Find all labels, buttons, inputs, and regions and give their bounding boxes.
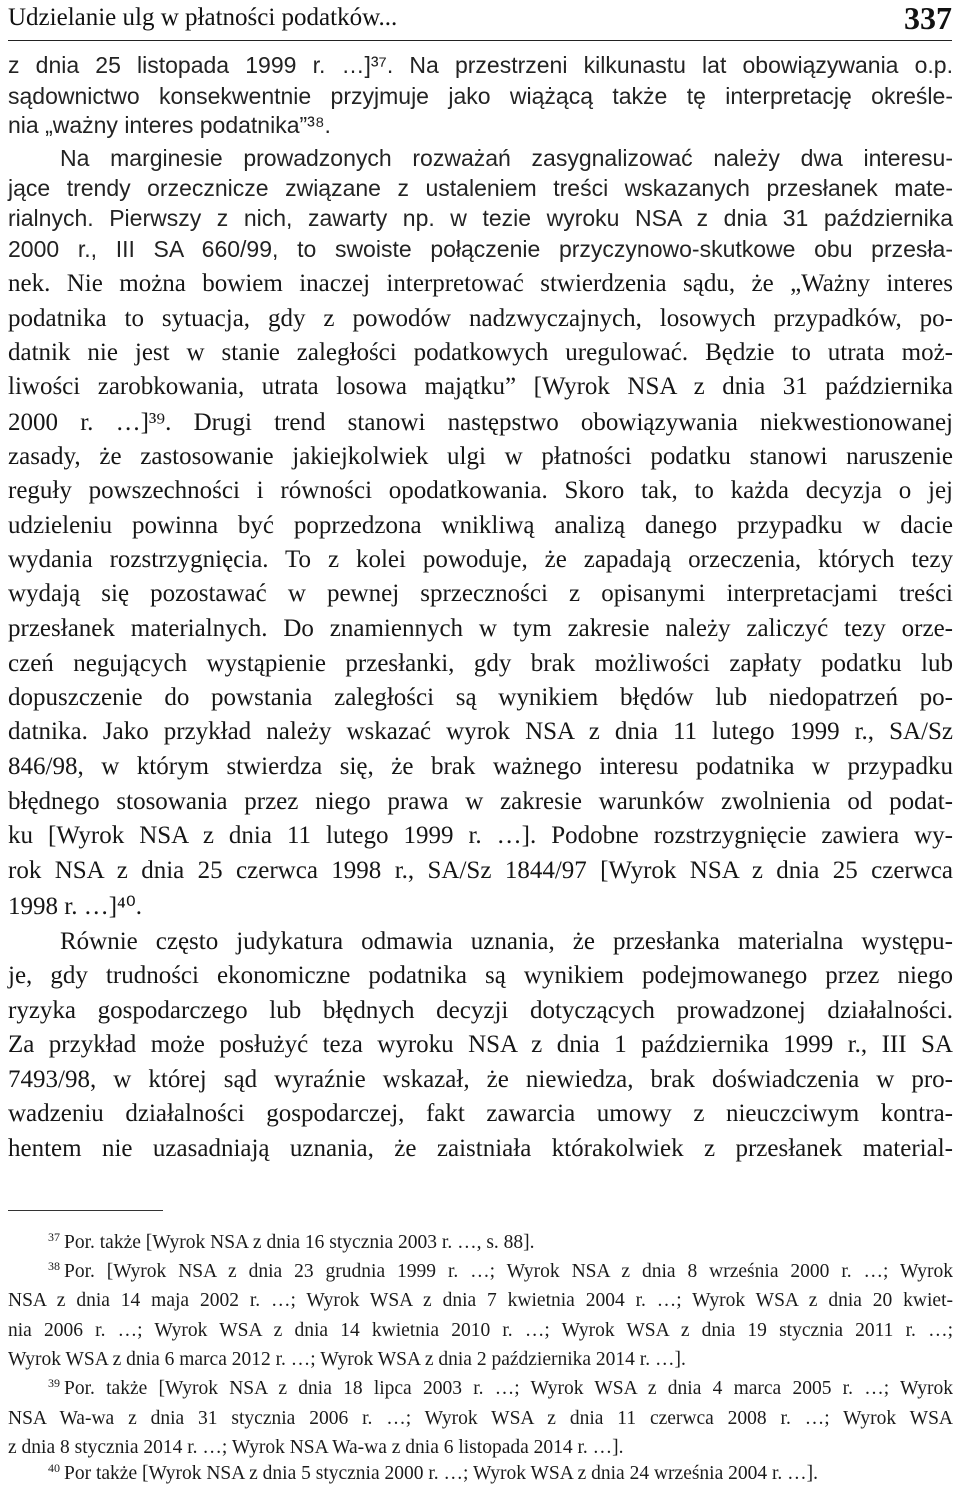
text-line: czeń negujących wystąpienie przesłanki, gdy brak możliwości zapłaty podatku lub xyxy=(8,650,953,677)
footnote-line xyxy=(8,1349,953,1371)
text-line: dopuszczenie do powstania zaległości są wynikiem błędów lub niedopatrzeń po- xyxy=(8,684,953,711)
footnote-line xyxy=(8,1437,953,1459)
footnote-number: 38 xyxy=(48,1258,60,1273)
text-line: nia „ważny interes podatnika”³⁸. xyxy=(8,112,331,138)
text-line: sądownictwo konsekwentnie przyjmuje jako wiążącą także tę interpretację określe- xyxy=(8,83,953,109)
text-line: Równie często judykatura odmawia uznania, że przesłanka materialna występu- xyxy=(60,928,953,955)
footnote-line xyxy=(8,1290,953,1312)
footnote-text: z dnia 8 stycznia 2014 r. …; Wyrok NSA Wa-wa z dnia 6 listopada 2014 r. …]. xyxy=(8,1437,624,1458)
footnote-text: Wyrok WSA z dnia 6 marca 2012 r. …; Wyrok WSA z dnia 2 października 2014 r. …]. xyxy=(8,1349,686,1370)
footnote-separator xyxy=(8,1210,163,1211)
text-line: jące trendy orzecznicze związane z ustaleniem treści wskazanych przesłanek mate- xyxy=(8,175,953,201)
text-line: z dnia 25 listopada 1999 r. …]³⁷. Na przestrzeni kilkunastu lat obowiązywania o.p. xyxy=(8,52,953,78)
footnote-text: NSA z dnia 14 maja 2002 r. …; Wyrok WSA z dnia 7 kwietnia 2004 r. …; Wyrok WSA z dnia 20 kwiet- xyxy=(8,1290,953,1311)
running-header xyxy=(8,0,952,41)
text-line: rialnych. Pierwszy z nich, zawarty np. w tezie wyroku NSA z dnia 31 października xyxy=(8,205,953,231)
page-number: 337 xyxy=(904,0,952,36)
text-line: ku [Wyrok NSA z dnia 11 lutego 1999 r. …]. Podobne rozstrzygnięcie zawiera wy- xyxy=(8,822,953,849)
footnote-number: 40 xyxy=(48,1460,60,1475)
text-line: ryzyka gospodarczego lub błędnych decyzji dotyczących prowadzonej działalności. xyxy=(8,997,953,1024)
footnote-line xyxy=(8,1320,953,1342)
text-line: datnika. Jako przykład należy wskazać wyrok NSA z dnia 11 lutego 1999 r., SA/Sz xyxy=(8,718,953,745)
text-line: Na marginesie prowadzonych rozważań zasygnalizować należy dwa interesu- xyxy=(60,145,953,171)
text-line: 1998 r. …]⁴⁰. xyxy=(8,893,143,920)
text-line: 2000 r., III SA 660/99, to swoiste połączenie przyczynowo-skutkowe obu przesła- xyxy=(8,236,953,262)
footnote-number: 37 xyxy=(48,1229,60,1244)
footnote xyxy=(48,1229,953,1254)
text-line: reguły powszechności i równości opodatkowania. Skoro tak, to każda decyzja o jej xyxy=(8,477,953,504)
text-line: udzieleniu powinna być poprzedzona wnikliwą analizą danego przypadku w dacie xyxy=(8,512,953,539)
text-line: hentem nie uzasadniają uznania, że zaistniała którakolwiek z przesłanek material- xyxy=(8,1135,953,1162)
text-line: przesłanek materialnych. Do znamiennych w tym zakresie należy zaliczyć tezy orze- xyxy=(8,615,953,642)
text-line: wydają się pozostawać w pewnej sprzeczności z opisanymi interpretacjami treści xyxy=(8,580,953,607)
text-line: wadzeniu działalności gospodarczej, fakt zawarcia umowy z nieuczciwym kontra- xyxy=(8,1100,953,1127)
text-line: podatnika to sytuacja, gdy z powodów nadzwyczajnych, losowych przypadków, po- xyxy=(8,305,953,332)
text-line: rok NSA z dnia 25 czerwca 1998 r., SA/Sz 1844/97 [Wyrok NSA z dnia 25 czerwca xyxy=(8,857,953,884)
running-title: Udzielanie ulg w płatności podatków... xyxy=(8,4,398,31)
footnote-text: nia 2006 r. …; Wyrok WSA z dnia 14 kwietnia 2010 r. …; Wyrok WSA z dnia 19 stycznia 2011 r. …; xyxy=(8,1320,953,1341)
text-line: 2000 r. …]³⁹. Drugi trend stanowi następstwo obowiązywania niekwestionowanej xyxy=(8,409,953,436)
text-line: zasady, że zastosowanie jakiejkolwiek ulgi w płatności podatku stanowi naruszenie xyxy=(8,443,953,470)
footnote-number: 39 xyxy=(48,1375,60,1390)
text-line: datnik nie jest w stanie zaległości podatkowych uregulować. Będzie to utrata moż- xyxy=(8,339,953,366)
footnote-text: Por. także [Wyrok NSA z dnia 16 stycznia 2003 r. …, s. 88]. xyxy=(64,1232,535,1253)
text-line: nek. Nie można bowiem inaczej interpretować stwierdzenia sądu, że „Ważny interes xyxy=(8,270,953,297)
footnote-text: Por także [Wyrok NSA z dnia 5 stycznia 2000 r. …; Wyrok WSA z dnia 24 września 2004 r. …]. xyxy=(64,1463,819,1484)
text-line: 846/98, w którym stwierdza się, że brak ważnego interesu podatnika w przypadku xyxy=(8,753,953,780)
text-line: je, gdy trudności ekonomiczne podatnika są wynikiem podejmowanego przez niego xyxy=(8,962,953,989)
text-line: liwości zarobkowania, utrata losowa majątku” [Wyrok NSA z dnia 31 października xyxy=(8,373,953,400)
footnote xyxy=(48,1258,953,1283)
text-line: wydania rozstrzygnięcia. To z kolei powoduje, że zapadają orzeczenia, których tezy xyxy=(8,546,953,573)
footnote-text: NSA Wa-wa z dnia 31 stycznia 2006 r. …; Wyrok WSA z dnia 11 czerwca 2008 r. …; Wyrok WSA xyxy=(8,1408,953,1429)
footnote xyxy=(48,1375,953,1400)
footnote-text: Por. także [Wyrok NSA z dnia 18 lipca 2003 r. …; Wyrok WSA z dnia 4 marca 2005 r. …; Wyrok xyxy=(64,1378,953,1399)
footnote xyxy=(48,1460,953,1485)
text-line: 7493/98, w której sąd wyraźnie wskazał, że niewiedza, brak doświadczenia w pro- xyxy=(8,1066,953,1093)
text-line: błędnego stosowania przez niego prawa w zakresie warunków zwolnienia od podat- xyxy=(8,788,953,815)
text-line: Za przykład może posłużyć teza wyroku NSA z dnia 1 października 1999 r., III SA xyxy=(8,1031,953,1058)
footnote-text: Por. [Wyrok NSA z dnia 23 grudnia 1999 r. …; Wyrok NSA z dnia 8 września 2000 r. …; Wyrok xyxy=(64,1261,953,1282)
footnote-line xyxy=(8,1408,953,1430)
